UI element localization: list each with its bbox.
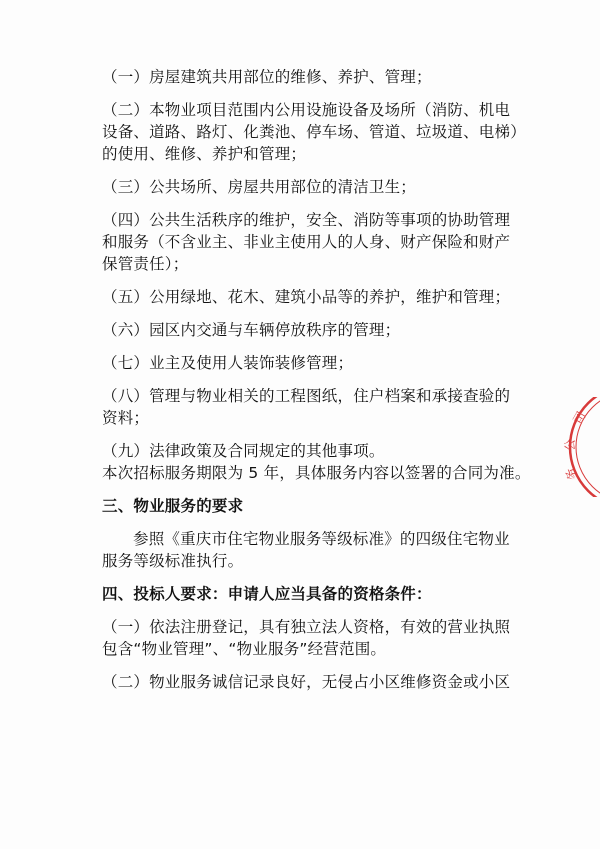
item-1: （一）房屋建筑共用部位的维修、养护、管理；	[102, 68, 432, 86]
item-7: （七）业主及使用人装饰装修管理；	[102, 354, 354, 372]
item-8-line-1: （八）管理与物业相关的工程图纸，住户档案和承接查验的	[102, 387, 511, 405]
requirement-2-line-1: （二）物业服务诚信记录良好，无侵占小区维修资金或小区	[102, 673, 511, 691]
service-period-text: 本次招标服务期限为 5 年，具体服务内容以签署的合同为准。	[102, 464, 531, 482]
section-3-body-line-2: 服务等级标准执行。	[102, 552, 244, 570]
svg-text:司: 司	[570, 409, 589, 427]
svg-text:公: 公	[563, 438, 577, 451]
item-2-line-3: 的使用、维修、养护和管理；	[102, 145, 307, 163]
item-2-line-1: （二）本物业项目范围内公用设施设备及场所（消防、机电	[102, 101, 511, 119]
document-body	[102, 66, 531, 693]
section-3-heading: 三、物业服务的要求	[102, 497, 244, 515]
item-4-line-2: 和服务（不含业主、非业主使用人的人身、财产保险和财产	[102, 233, 511, 251]
item-6: （六）园区内交通与车辆停放秩序的管理；	[102, 321, 401, 339]
item-4-line-1: （四）公共生活秩序的维护，安全、消防等事项的协助管理	[102, 211, 511, 229]
item-8-line-2: 资料；	[102, 409, 150, 427]
section-4-heading: 四、投标人要求：申请人应当具备的资格条件：	[102, 585, 432, 603]
item-9: （九）法律政策及合同规定的其他事项。	[102, 442, 385, 460]
red-seal-stamp	[560, 397, 600, 497]
svg-text:务: 务	[562, 465, 581, 483]
item-3: （三）公共场所、房屋共用部位的清洁卫生；	[102, 178, 417, 196]
section-3-body-line-1: 参照《重庆市住宅物业服务等级标准》的四级住宅物业	[133, 530, 510, 548]
item-5: （五）公用绿地、花木、建筑小品等的养护，维护和管理；	[102, 288, 511, 306]
requirement-1-line-2: 包含“物业管理”、“物业服务”经营范围。	[102, 640, 387, 658]
item-4-line-3: 保管责任）；	[102, 255, 189, 273]
requirement-1-line-1: （一）依法注册登记，具有独立法人资格，有效的营业执照	[102, 618, 511, 636]
item-2-line-2: 设备、道路、路灯、化粪池、停车场、管道、垃圾道、电梯）	[102, 123, 526, 141]
